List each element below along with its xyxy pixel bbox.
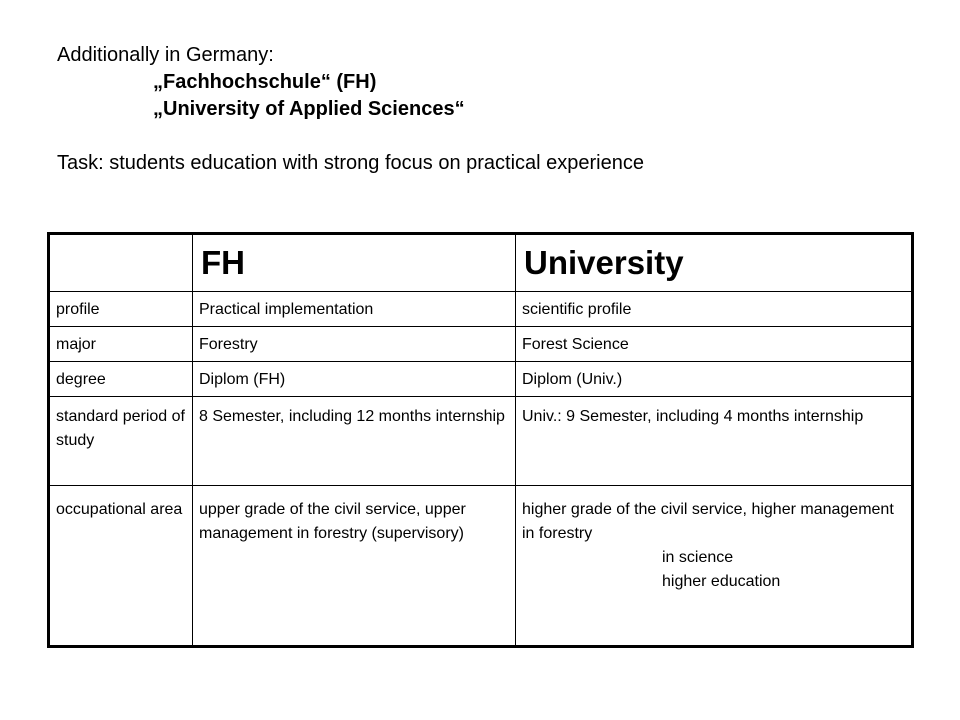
university-cell <box>516 486 913 647</box>
intro-task: Task: students education with strong focus on practical experience <box>57 152 644 174</box>
university-cell: scientific profile <box>516 292 913 327</box>
row-label: degree <box>49 362 193 397</box>
table-row <box>49 292 913 327</box>
header-cell-fh: FH <box>193 234 516 292</box>
comparison-table <box>47 232 914 648</box>
fh-cell: 8 Semester, including 12 months internship <box>193 397 516 486</box>
intro-spacer <box>57 123 644 150</box>
row-label: standard period of study <box>49 397 193 486</box>
table-row <box>49 362 913 397</box>
table-header-row <box>49 234 913 292</box>
university-cell-main: higher grade of the civil service, higher management in forestry <box>522 501 894 542</box>
row-label: major <box>49 327 193 362</box>
university-cell-sub-science: in science <box>662 549 734 566</box>
fh-cell: Diplom (FH) <box>193 362 516 397</box>
row-label: occupational area <box>49 486 193 647</box>
university-cell-sub-education: higher education <box>662 573 781 590</box>
university-cell: Univ.: 9 Semester, including 4 months internship <box>516 397 913 486</box>
row-label: profile <box>49 292 193 327</box>
fh-cell: upper grade of the civil service, upper management in forestry (supervisory) <box>193 486 516 647</box>
intro-heading: Additionally in Germany: <box>57 44 274 66</box>
intro-fh-english-name: „University of Applied Sciences“ <box>153 98 465 120</box>
header-cell-empty <box>49 234 193 292</box>
fh-cell: Practical implementation <box>193 292 516 327</box>
fh-cell: Forestry <box>193 327 516 362</box>
header-cell-university: University <box>516 234 913 292</box>
university-cell: Forest Science <box>516 327 913 362</box>
table-row <box>49 397 913 486</box>
table-row <box>49 327 913 362</box>
table-row <box>49 486 913 647</box>
intro-fh-name: „Fachhochschule“ (FH) <box>153 71 377 93</box>
university-cell: Diplom (Univ.) <box>516 362 913 397</box>
intro-text-block <box>57 42 644 177</box>
